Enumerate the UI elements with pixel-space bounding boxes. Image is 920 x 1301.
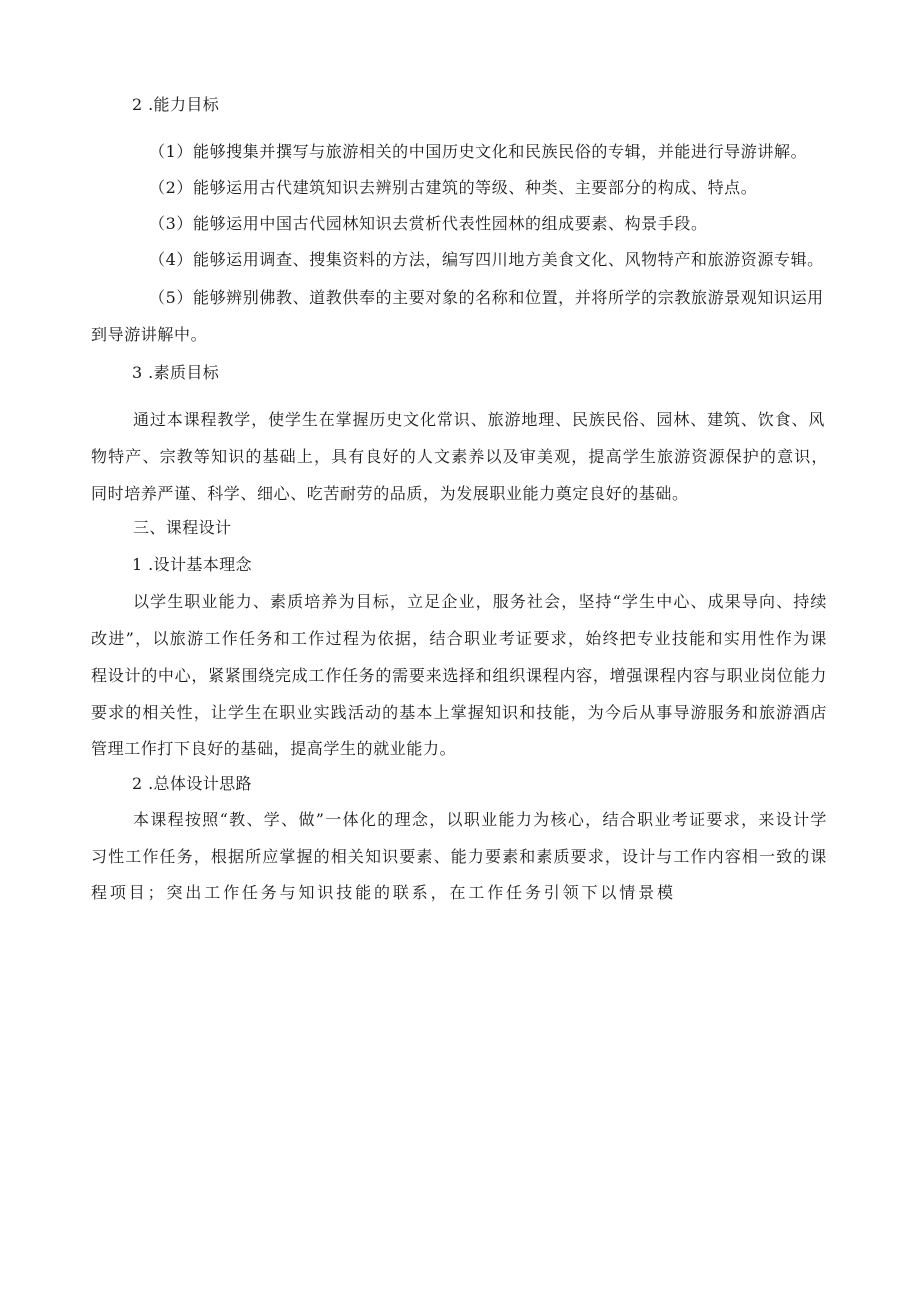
ability-item-3: （3）能够运用中国古代园林知识去赏析代表性园林的组成要素、构景手段。 [149,214,708,233]
heading-quality-goals: 3 .素质目标 [132,363,220,382]
heading-course-design: 三、课程设计 [133,518,232,537]
concept-line-4: 要求的相关性，让学生在职业实践活动的基本上掌握知识和技能，为今后从事导游服务和旅游酒店 [91,703,827,722]
overall-line-2: 习性工作任务，根据所应掌握的相关知识要素、能力要素和素质要求，设计与工作内容相一致的课 [91,847,827,866]
quality-line-3: 同时培养严谨、科学、细心、吃苦耐劳的品质，为发展职业能力奠定良好的基础。 [91,484,689,503]
quality-line-1: 通过本课程教学，使学生在掌握历史文化常识、旅游地理、民族民俗、园林、建筑、饮食、风 [133,410,825,429]
concept-line-2: 改进”，以旅游工作任务和工作过程为依据，结合职业考证要求，始终把专业技能和实用性作为课 [91,629,827,648]
quality-line-2: 物特产、宗教等知识的基础上，具有良好的人文素养以及审美观，提高学生旅游资源保护的意识， [91,447,828,466]
overall-line-1: 本课程按照“教、学、做”一体化的理念，以职业能力为核心，结合职业考证要求，来设计学 [133,810,827,829]
concept-line-3: 程设计的中心，紧紧围绕完成工作任务的需要来选择和组织课程内容，增强课程内容与职业岗位能力 [91,666,827,685]
ability-item-4: （4）能够运用调查、搜集资料的方法，编写四川地方美食文化、风物特产和旅游资源专辑。 [149,250,824,269]
ability-item-5-continued: 到导游讲解中。 [91,325,208,344]
concept-line-5: 管理工作打下良好的基础，提高学生的就业能力。 [91,739,457,758]
overall-line-3: 程项目；突出工作任务与知识技能的联系，在工作任务引领下以情景模 [91,883,673,902]
ability-item-2: （2）能够运用古代建筑知识去辨别古建筑的等级、种类、主要部分的构成、特点。 [149,178,758,197]
ability-item-1: （1）能够搜集并撰写与旅游相关的中国历史文化和民族民俗的专辑，并能进行导游讲解。 [149,142,808,161]
ability-item-5: （5）能够辨别佛教、道教供奉的主要对象的名称和位置，并将所学的宗教旅游景观知识运用 [149,288,824,307]
heading-design-concept: 1 .设计基本理念 [132,555,252,574]
heading-overall-design: 2 .总体设计思路 [132,774,252,793]
heading-ability-goals: 2 .能力目标 [132,95,220,114]
concept-line-1: 以学生职业能力、素质培养为目标，立足企业，服务社会，坚持“学生中心、成果导向、持续 [133,592,827,611]
